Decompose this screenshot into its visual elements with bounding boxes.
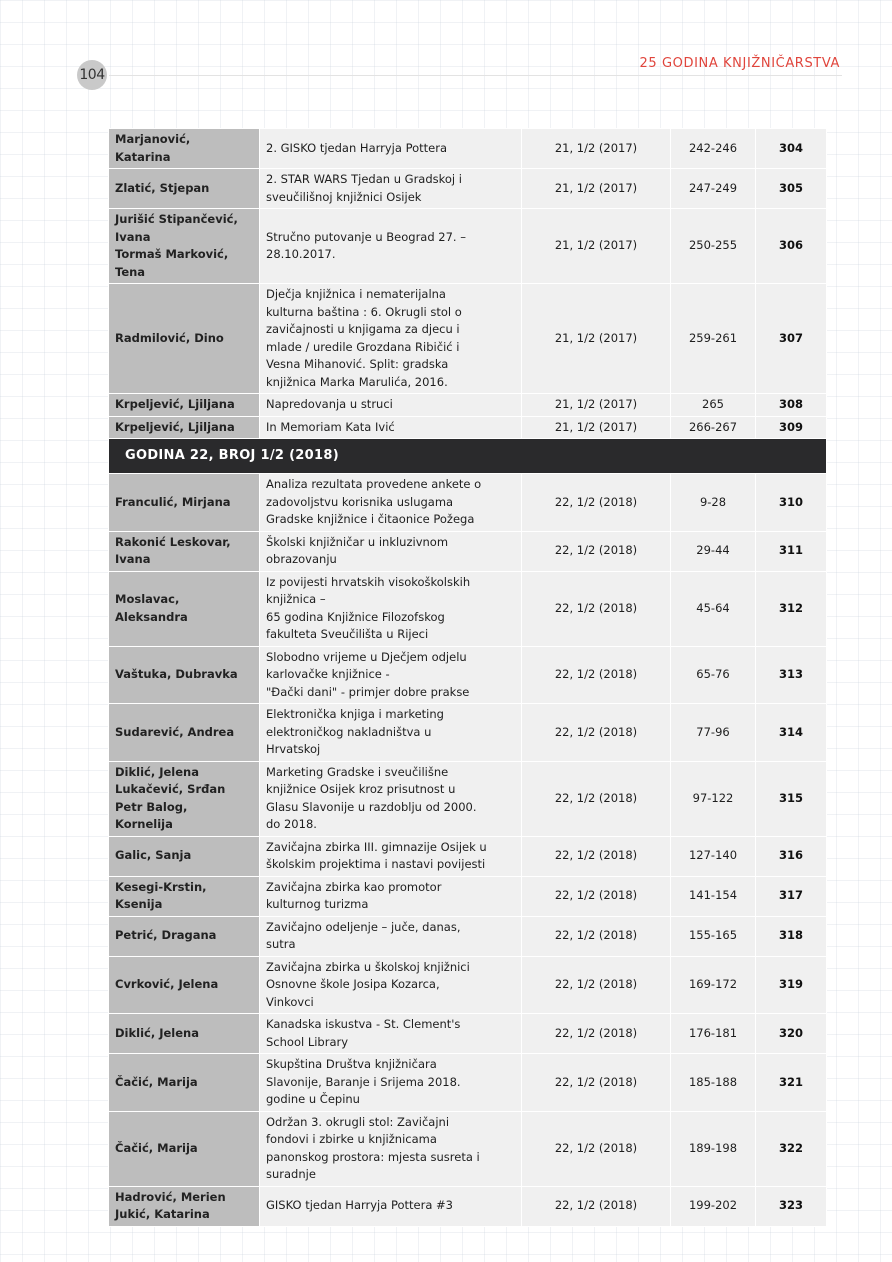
pages-cell: 259-261 <box>671 284 756 394</box>
pages-cell: 127-140 <box>671 836 756 876</box>
pages-cell: 250-255 <box>671 209 756 284</box>
pages-cell: 9-28 <box>671 474 756 532</box>
volume-cell: 21, 1/2 (2017) <box>522 169 671 209</box>
pages-cell: 169-172 <box>671 956 756 1014</box>
title-cell: 2. GISKO tjedan Harryja Pottera <box>260 129 522 169</box>
title-cell: Elektronička knjiga i marketing elektroničkog nakladništva u Hrvatskoj <box>260 704 522 762</box>
entry-number-cell: 323 <box>756 1186 827 1226</box>
table-row <box>109 129 827 169</box>
author-cell: Galic, Sanja <box>109 836 260 876</box>
volume-cell: 22, 1/2 (2018) <box>522 1014 671 1054</box>
entry-number-cell: 320 <box>756 1014 827 1054</box>
volume-cell: 22, 1/2 (2018) <box>522 1054 671 1112</box>
entry-number-cell: 316 <box>756 836 827 876</box>
volume-cell: 22, 1/2 (2018) <box>522 704 671 762</box>
table-row <box>109 876 827 916</box>
author-cell: Diklić, Jelena <box>109 1014 260 1054</box>
table-row <box>109 394 827 417</box>
table-row <box>109 474 827 532</box>
entry-number-cell: 314 <box>756 704 827 762</box>
title-cell: GISKO tjedan Harryja Pottera #3 <box>260 1186 522 1226</box>
section-title: GODINA 22, BROJ 1/2 (2018) <box>109 439 827 474</box>
volume-cell: 21, 1/2 (2017) <box>522 129 671 169</box>
author-cell: Moslavac, Aleksandra <box>109 571 260 646</box>
author-cell: Franculić, Mirjana <box>109 474 260 532</box>
author-cell: Vaštuka, Dubravka <box>109 646 260 704</box>
title-cell: 2. STAR WARS Tjedan u Gradskoj i sveučilišnoj knjižnici Osijek <box>260 169 522 209</box>
pages-cell: 155-165 <box>671 916 756 956</box>
header-rule <box>109 75 842 76</box>
pages-cell: 65-76 <box>671 646 756 704</box>
table-row <box>109 169 827 209</box>
author-cell: Marjanović, Katarina <box>109 129 260 169</box>
author-cell: Čačić, Marija <box>109 1111 260 1186</box>
title-cell: In Memoriam Kata Ivić <box>260 416 522 439</box>
entry-number-cell: 310 <box>756 474 827 532</box>
title-cell: Zavičajna zbirka kao promotor kulturnog turizma <box>260 876 522 916</box>
volume-cell: 22, 1/2 (2018) <box>522 531 671 571</box>
volume-cell: 21, 1/2 (2017) <box>522 284 671 394</box>
page-number: 104 <box>77 60 107 90</box>
title-cell: Školski knjižničar u inkluzivnom obrazovanju <box>260 531 522 571</box>
table-row <box>109 1014 827 1054</box>
volume-cell: 22, 1/2 (2018) <box>522 474 671 532</box>
running-title: 25 GODINA KNJIŽNIČARSTVA <box>639 56 840 71</box>
entry-number-cell: 312 <box>756 571 827 646</box>
entry-number-cell: 317 <box>756 876 827 916</box>
table-row <box>109 416 827 439</box>
pages-cell: 185-188 <box>671 1054 756 1112</box>
entry-number-cell: 315 <box>756 761 827 836</box>
volume-cell: 22, 1/2 (2018) <box>522 836 671 876</box>
pages-cell: 141-154 <box>671 876 756 916</box>
title-cell: Slobodno vrijeme u Dječjem odjelu karlovačke knjižnice - "Đački dani" - primjer dobre prakse <box>260 646 522 704</box>
volume-cell: 22, 1/2 (2018) <box>522 916 671 956</box>
volume-cell: 22, 1/2 (2018) <box>522 571 671 646</box>
entry-number-cell: 309 <box>756 416 827 439</box>
bibliography-table <box>108 128 827 1227</box>
table-row <box>109 531 827 571</box>
title-cell: Zavičajna zbirka III. gimnazije Osijek u školskim projektima i nastavi povijesti <box>260 836 522 876</box>
author-cell: Radmilović, Dino <box>109 284 260 394</box>
pages-cell: 189-198 <box>671 1111 756 1186</box>
entry-number-cell: 322 <box>756 1111 827 1186</box>
volume-cell: 22, 1/2 (2018) <box>522 1186 671 1226</box>
table-row <box>109 1186 827 1226</box>
entry-number-cell: 307 <box>756 284 827 394</box>
volume-cell: 22, 1/2 (2018) <box>522 761 671 836</box>
volume-cell: 21, 1/2 (2017) <box>522 209 671 284</box>
table-row <box>109 761 827 836</box>
volume-cell: 21, 1/2 (2017) <box>522 394 671 417</box>
entry-number-cell: 311 <box>756 531 827 571</box>
entry-number-cell: 321 <box>756 1054 827 1112</box>
table-row <box>109 646 827 704</box>
author-cell: Čačić, Marija <box>109 1054 260 1112</box>
title-cell: Zavičajna zbirka u školskoj knjižnici Osnovne škole Josipa Kozarca, Vinkovci <box>260 956 522 1014</box>
title-cell: Napredovanja u struci <box>260 394 522 417</box>
table-row <box>109 209 827 284</box>
volume-cell: 22, 1/2 (2018) <box>522 876 671 916</box>
title-cell: Dječja knjižnica i nematerijalna kulturna baština : 6. Okrugli stol o zavičajnosti u knjigama za djecu i mlade / uredile Grozdana Ribičić i Vesna Mihanović. Split: gradska knjižnica Marka Marulića, 2016. <box>260 284 522 394</box>
author-cell: Kesegi-Krstin, Ksenija <box>109 876 260 916</box>
table-row <box>109 704 827 762</box>
table-row <box>109 284 827 394</box>
author-cell: Cvrković, Jelena <box>109 956 260 1014</box>
pages-cell: 266-267 <box>671 416 756 439</box>
entry-number-cell: 318 <box>756 916 827 956</box>
pages-cell: 199-202 <box>671 1186 756 1226</box>
volume-cell: 22, 1/2 (2018) <box>522 646 671 704</box>
volume-cell: 22, 1/2 (2018) <box>522 1111 671 1186</box>
pages-cell: 97-122 <box>671 761 756 836</box>
title-cell: Marketing Gradske i sveučilišne knjižnice Osijek kroz prisutnost u Glasu Slavonije u razdoblju od 2000. do 2018. <box>260 761 522 836</box>
title-cell: Kanadska iskustva - St. Clement's School Library <box>260 1014 522 1054</box>
bibliography-table-body <box>109 129 827 1227</box>
pages-cell: 247-249 <box>671 169 756 209</box>
entry-number-cell: 304 <box>756 129 827 169</box>
section-header-row <box>109 439 827 474</box>
entry-number-cell: 308 <box>756 394 827 417</box>
pages-cell: 242-246 <box>671 129 756 169</box>
table-row <box>109 836 827 876</box>
title-cell: Iz povijesti hrvatskih visokoškolskih knjižnica – 65 godina Knjižnice Filozofskog fakulteta Sveučilišta u Rijeci <box>260 571 522 646</box>
author-cell: Jurišić Stipančević, Ivana Tormaš Marković, Tena <box>109 209 260 284</box>
volume-cell: 22, 1/2 (2018) <box>522 956 671 1014</box>
pages-cell: 45-64 <box>671 571 756 646</box>
author-cell: Hadrović, Merien Jukić, Katarina <box>109 1186 260 1226</box>
table-row <box>109 1054 827 1112</box>
pages-cell: 265 <box>671 394 756 417</box>
author-cell: Zlatić, Stjepan <box>109 169 260 209</box>
volume-cell: 21, 1/2 (2017) <box>522 416 671 439</box>
author-cell: Krpeljević, Ljiljana <box>109 394 260 417</box>
author-cell: Petrić, Dragana <box>109 916 260 956</box>
table-row <box>109 1111 827 1186</box>
author-cell: Rakonić Leskovar, Ivana <box>109 531 260 571</box>
table-row <box>109 571 827 646</box>
author-cell: Krpeljević, Ljiljana <box>109 416 260 439</box>
pages-cell: 176-181 <box>671 1014 756 1054</box>
title-cell: Analiza rezultata provedene ankete o zadovoljstvu korisnika uslugama Gradske knjižnice i čitaonice Požega <box>260 474 522 532</box>
table-row <box>109 956 827 1014</box>
title-cell: Zavičajno odeljenje – juče, danas, sutra <box>260 916 522 956</box>
pages-cell: 77-96 <box>671 704 756 762</box>
entry-number-cell: 319 <box>756 956 827 1014</box>
title-cell: Održan 3. okrugli stol: Zavičajni fondovi i zbirke u knjižnicama panonskog prostora: mjesta susreta i suradnje <box>260 1111 522 1186</box>
author-cell: Sudarević, Andrea <box>109 704 260 762</box>
entry-number-cell: 313 <box>756 646 827 704</box>
entry-number-cell: 305 <box>756 169 827 209</box>
entry-number-cell: 306 <box>756 209 827 284</box>
author-cell: Diklić, Jelena Lukačević, Srđan Petr Balog, Kornelija <box>109 761 260 836</box>
pages-cell: 29-44 <box>671 531 756 571</box>
title-cell: Stručno putovanje u Beograd 27. – 28.10.2017. <box>260 209 522 284</box>
table-row <box>109 916 827 956</box>
title-cell: Skupština Društva knjižničara Slavonije, Baranje i Srijema 2018. godine u Čepinu <box>260 1054 522 1112</box>
